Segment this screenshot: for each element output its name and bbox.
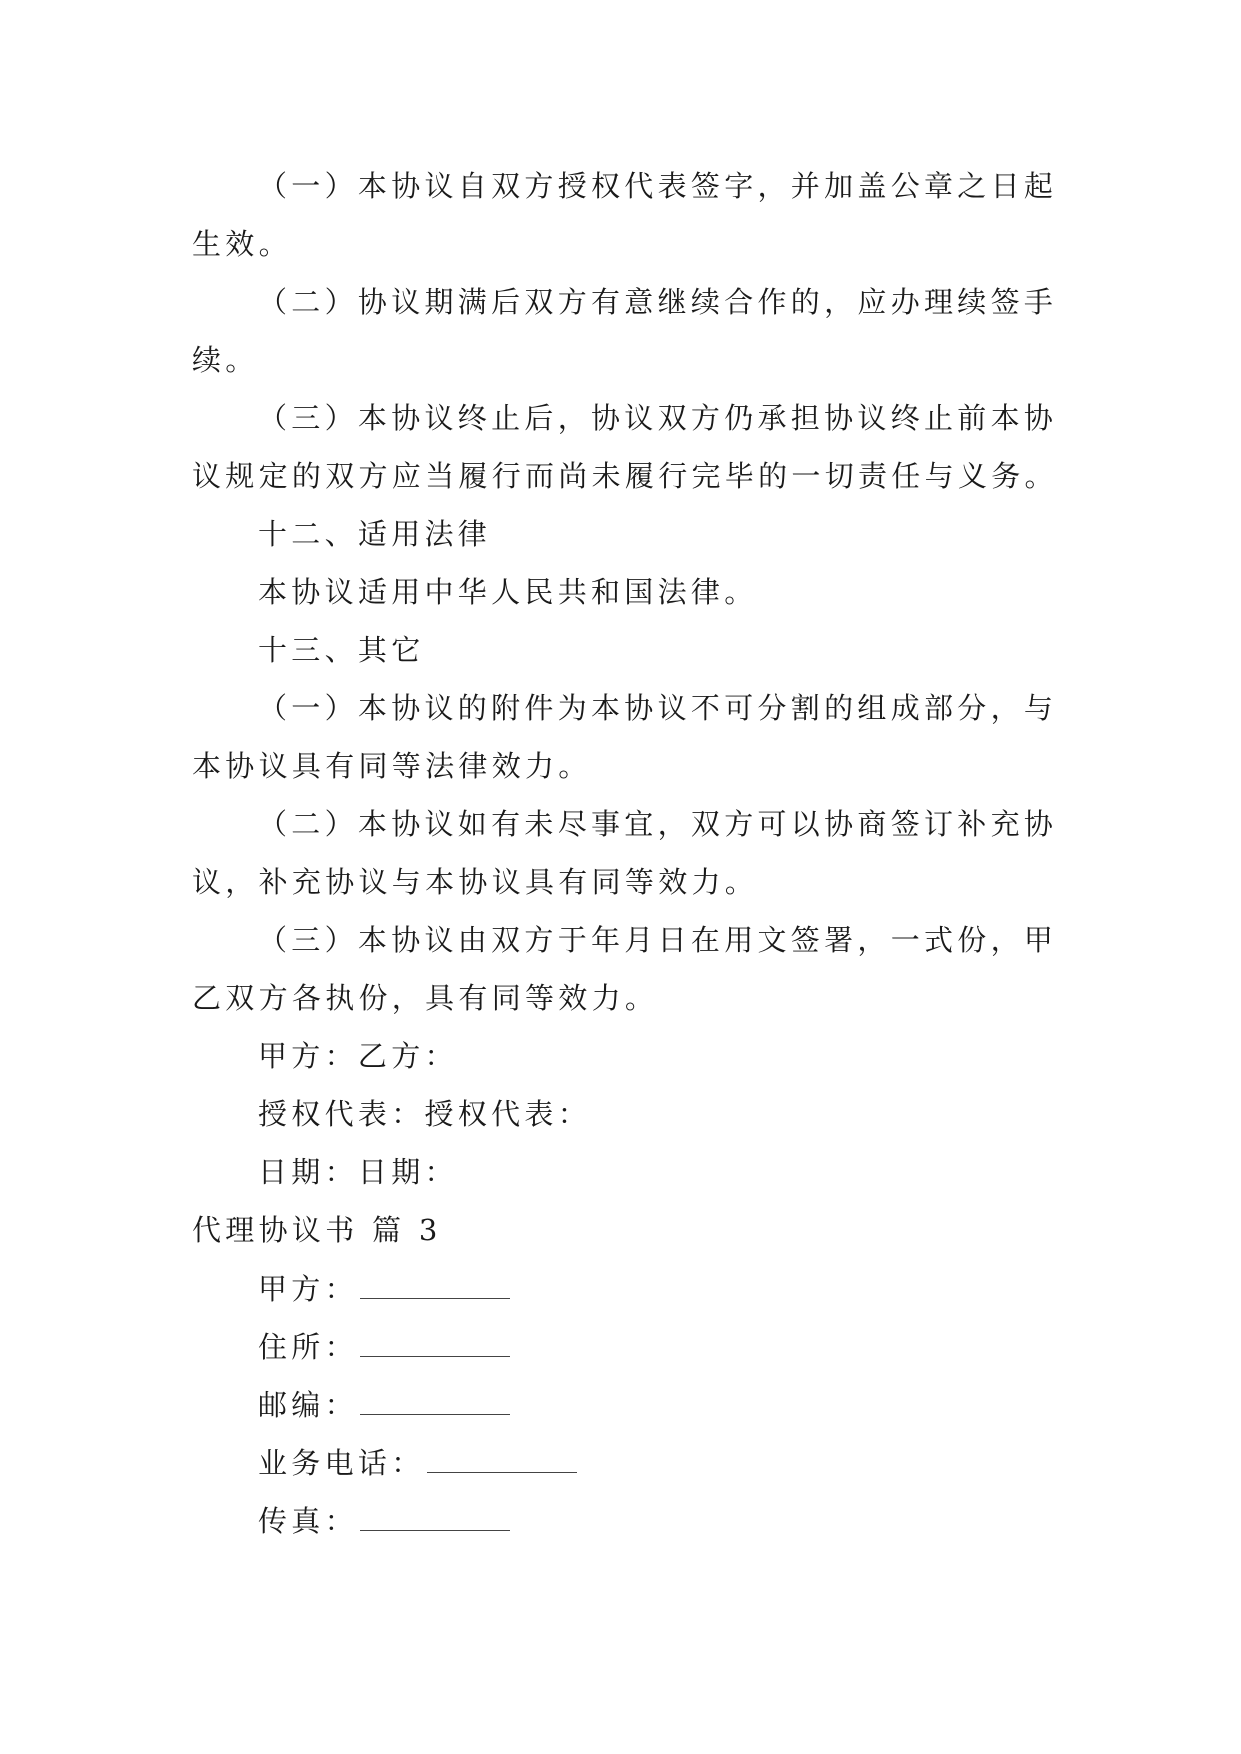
field-fax xyxy=(258,1500,1158,1540)
field-business-phone-label: 业务电话： xyxy=(258,1446,425,1480)
section-12-heading: 十二、适用法律 xyxy=(258,517,492,551)
clause-13-3-line-2: 乙双方各执份，具有同等效力。 xyxy=(192,981,659,1015)
field-party-a-label: 甲方： xyxy=(258,1272,358,1306)
field-fax-blank[interactable] xyxy=(360,1500,510,1531)
field-fax-label: 传真： xyxy=(258,1504,358,1538)
signature-dates: 日期：日期： xyxy=(258,1155,458,1189)
clause-11-1-line-1: （一）本协议自双方授权代表签字，并加盖公章之日起 xyxy=(258,169,1058,203)
clause-11-3-line-1: （三）本协议终止后，协议双方仍承担协议终止前本协 xyxy=(258,401,1058,435)
field-business-phone xyxy=(258,1442,1158,1482)
clause-13-3-line-1: （三）本协议由双方于年月日在用文签署，一式份，甲 xyxy=(258,923,1058,957)
clause-13-1-line-2: 本协议具有同等法律效力。 xyxy=(192,749,592,783)
field-postcode-blank[interactable] xyxy=(360,1384,510,1415)
field-address-blank[interactable] xyxy=(360,1326,510,1357)
field-party-a-blank[interactable] xyxy=(360,1268,510,1299)
document-3-title: 代理协议书 篇 3 xyxy=(192,1213,442,1247)
field-address xyxy=(258,1326,1158,1366)
clause-11-2-line-1: （二）协议期满后双方有意继续合作的，应办理续签手 xyxy=(258,285,1058,319)
clause-13-2-line-1: （二）本协议如有未尽事宜，双方可以协商签订补充协 xyxy=(258,807,1058,841)
field-party-a xyxy=(258,1268,1158,1308)
clause-11-2-line-2: 续。 xyxy=(192,343,259,377)
section-13-heading: 十三、其它 xyxy=(258,633,425,667)
signature-parties: 甲方：乙方： xyxy=(258,1039,458,1073)
field-postcode-label: 邮编： xyxy=(258,1388,358,1422)
clause-13-1-line-1: （一）本协议的附件为本协议不可分割的组成部分，与 xyxy=(258,691,1058,725)
field-address-label: 住所： xyxy=(258,1330,358,1364)
clause-13-2-line-2: 议，补充协议与本协议具有同等效力。 xyxy=(192,865,759,899)
signature-representatives: 授权代表：授权代表： xyxy=(258,1097,592,1131)
clause-11-3-line-2: 议规定的双方应当履行而尚未履行完毕的一切责任与义务。 xyxy=(192,459,1058,493)
section-12-body: 本协议适用中华人民共和国法律。 xyxy=(258,575,758,609)
field-postcode xyxy=(258,1384,1158,1424)
clause-11-1-line-2: 生效。 xyxy=(192,227,292,261)
field-business-phone-blank[interactable] xyxy=(427,1442,577,1473)
